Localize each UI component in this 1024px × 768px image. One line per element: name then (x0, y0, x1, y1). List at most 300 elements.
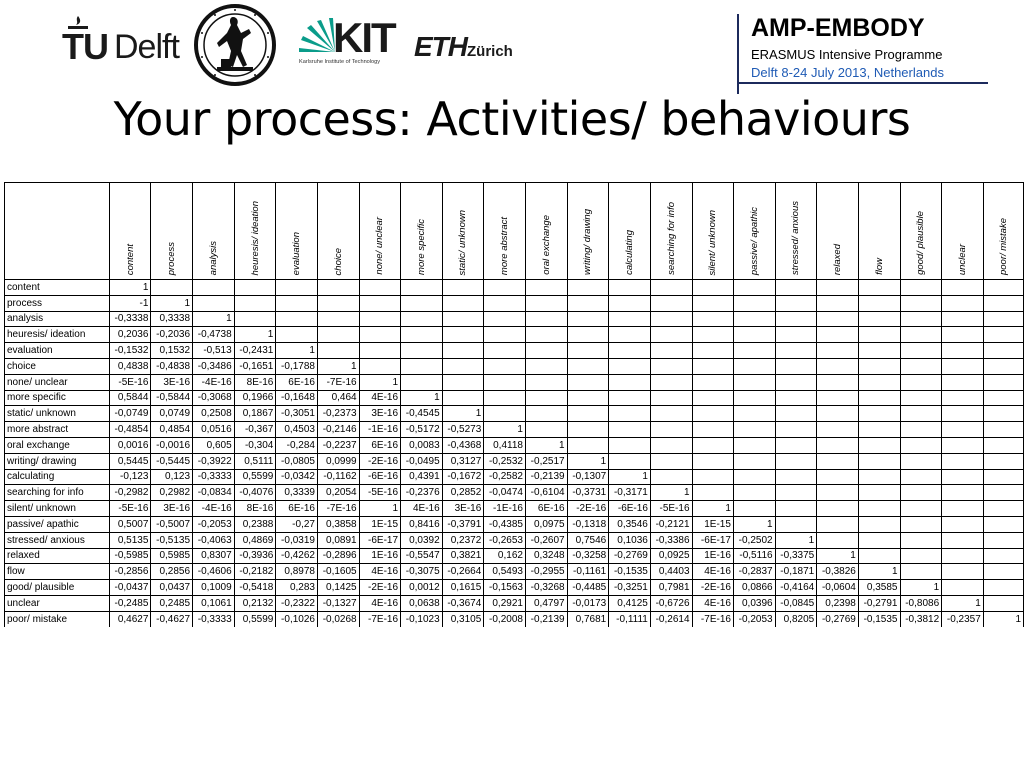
program-subtitle: ERASMUS Intensive Programme (751, 47, 943, 62)
correlation-cell (609, 343, 651, 359)
column-header (733, 183, 775, 280)
correlation-cell: 0,2485 (151, 595, 193, 611)
correlation-cell: 0,0083 (401, 437, 443, 453)
correlation-cell (650, 295, 692, 311)
correlation-cell: 1E-16 (359, 548, 400, 564)
correlation-cell: -0,3826 (817, 564, 859, 580)
correlation-cell (650, 406, 692, 422)
row-label: none/ unclear (5, 374, 110, 390)
correlation-cell (817, 295, 859, 311)
column-header-label: unclear (956, 243, 968, 275)
correlation-cell (276, 280, 318, 296)
correlation-cell (983, 343, 1023, 359)
correlation-cell (817, 280, 859, 296)
correlation-cell (151, 280, 193, 296)
correlation-cell: 6E-16 (525, 501, 567, 517)
correlation-cell: 0,3105 (442, 611, 484, 627)
correlation-cell (817, 358, 859, 374)
correlation-cell: 0,2508 (193, 406, 235, 422)
row-label: more specific (5, 390, 110, 406)
correlation-cell: 1 (650, 485, 692, 501)
correlation-cell (733, 453, 775, 469)
correlation-cell: 1 (359, 501, 400, 517)
correlation-cell: -0,4606 (193, 564, 235, 580)
correlation-cell (234, 311, 276, 327)
correlation-cell (692, 485, 733, 501)
column-header-label: passive/ apathic (748, 206, 760, 275)
correlation-cell: 3E-16 (442, 501, 484, 517)
column-header-label: silent/ unknown (707, 209, 719, 275)
correlation-cell: -0,2182 (234, 564, 276, 580)
correlation-cell: 0,3546 (609, 516, 651, 532)
correlation-cell: -0,4164 (775, 580, 817, 596)
correlation-cell (775, 469, 817, 485)
correlation-cell (484, 311, 526, 327)
row-label: silent/ unknown (5, 501, 110, 517)
correlation-cell (983, 453, 1023, 469)
correlation-cell (983, 501, 1023, 517)
correlation-cell (775, 295, 817, 311)
correlation-cell: 0,162 (484, 548, 526, 564)
correlation-cell (359, 295, 400, 311)
correlation-cell (276, 327, 318, 343)
correlation-cell (234, 280, 276, 296)
correlation-cell: -0,1318 (567, 516, 609, 532)
correlation-cell: 1 (442, 406, 484, 422)
correlation-cell (733, 311, 775, 327)
correlation-cell: -0,0474 (484, 485, 526, 501)
tudelft-logo-delft: Delft (114, 28, 179, 66)
correlation-cell (484, 295, 526, 311)
correlation-cell (609, 358, 651, 374)
correlation-cell: -7E-16 (692, 611, 733, 627)
correlation-cell: 1 (151, 295, 193, 311)
correlation-cell (733, 437, 775, 453)
correlation-cell (442, 390, 484, 406)
correlation-cell (983, 564, 1023, 580)
correlation-cell: -0,1648 (276, 390, 318, 406)
correlation-cell (692, 406, 733, 422)
correlation-cell: 0,2036 (109, 327, 151, 343)
correlation-cell (858, 485, 900, 501)
correlation-cell: -0,5135 (151, 532, 193, 548)
correlation-cell: 0,5844 (109, 390, 151, 406)
correlation-cell: 1 (609, 469, 651, 485)
correlation-cell: 0,2054 (317, 485, 359, 501)
correlation-cell: 1 (733, 516, 775, 532)
correlation-cell (733, 501, 775, 517)
correlation-cell (900, 564, 942, 580)
correlation-cell (733, 295, 775, 311)
correlation-cell (817, 516, 859, 532)
correlation-cell: 0,7546 (567, 532, 609, 548)
correlation-cell (900, 358, 942, 374)
correlation-cell (525, 343, 567, 359)
correlation-cell: -0,5007 (151, 516, 193, 532)
correlation-cell: -0,1026 (276, 611, 318, 627)
correlation-cell: 0,5445 (109, 453, 151, 469)
correlation-cell: -0,3333 (193, 469, 235, 485)
correlation-cell: -0,0845 (775, 595, 817, 611)
correlation-cell (650, 453, 692, 469)
column-header (151, 183, 193, 280)
correlation-cell: 0,4503 (276, 422, 318, 438)
correlation-cell: -0,0749 (109, 406, 151, 422)
correlation-cell (567, 295, 609, 311)
correlation-cell: -0,3268 (525, 580, 567, 596)
column-header-label: none/ unclear (374, 217, 386, 275)
correlation-cell (525, 422, 567, 438)
correlation-cell (775, 516, 817, 532)
correlation-cell (942, 406, 984, 422)
correlation-cell: 4E-16 (359, 595, 400, 611)
correlation-cell: -0,27 (276, 516, 318, 532)
correlation-cell (983, 532, 1023, 548)
correlation-cell: 0,1532 (151, 343, 193, 359)
column-header (484, 183, 526, 280)
row-label: more abstract (5, 422, 110, 438)
correlation-cell: 0,0016 (109, 437, 151, 453)
correlation-cell (401, 374, 443, 390)
correlation-cell (983, 390, 1023, 406)
program-date: Delft 8-24 July 2013, Netherlands (751, 65, 944, 80)
correlation-cell: -0,0604 (817, 580, 859, 596)
correlation-cell: -0,5116 (733, 548, 775, 564)
correlation-cell (442, 280, 484, 296)
correlation-cell: -5E-16 (650, 501, 692, 517)
column-header (317, 183, 359, 280)
correlation-cell: 6E-16 (276, 501, 318, 517)
correlation-cell (692, 469, 733, 485)
correlation-cell: 0,2132 (234, 595, 276, 611)
correlation-cell (817, 501, 859, 517)
correlation-cell: -0,5445 (151, 453, 193, 469)
correlation-cell: 0,0866 (733, 580, 775, 596)
correlation-cell: 3E-16 (151, 374, 193, 390)
correlation-cell: -0,6726 (650, 595, 692, 611)
correlation-cell: 0,123 (151, 469, 193, 485)
correlation-cell (900, 311, 942, 327)
correlation-cell (983, 580, 1023, 596)
correlation-cell: -0,5273 (442, 422, 484, 438)
table-row (5, 548, 1024, 564)
column-header (650, 183, 692, 280)
correlation-cell (442, 327, 484, 343)
correlation-cell: -6E-16 (609, 501, 651, 517)
table-row (5, 469, 1024, 485)
correlation-cell: 1 (359, 374, 400, 390)
correlation-cell: 0,0975 (525, 516, 567, 532)
correlation-cell (817, 390, 859, 406)
correlation-cell (983, 516, 1023, 532)
correlation-cell (775, 406, 817, 422)
correlation-cell: -0,513 (193, 343, 235, 359)
correlation-cell: -0,2139 (525, 611, 567, 627)
correlation-cell (858, 469, 900, 485)
table-row (5, 280, 1024, 296)
correlation-cell: -0,3922 (193, 453, 235, 469)
correlation-cell: 0,3338 (151, 311, 193, 327)
correlation-cell: -0,1651 (234, 358, 276, 374)
correlation-cell: 0,1061 (193, 595, 235, 611)
correlation-cell: 1E-15 (359, 516, 400, 532)
correlation-cell (775, 327, 817, 343)
correlation-cell (900, 422, 942, 438)
correlation-cell: 6E-16 (276, 374, 318, 390)
correlation-cell: -5E-16 (109, 501, 151, 517)
correlation-cell: -0,0342 (276, 469, 318, 485)
column-header-label: process (166, 241, 178, 275)
correlation-cell: -0,284 (276, 437, 318, 453)
kit-logo-subtitle: Karlsruhe Institute of Technology (299, 59, 381, 65)
column-header (567, 183, 609, 280)
correlation-cell: -0,1161 (567, 564, 609, 580)
correlation-cell: 1E-15 (692, 516, 733, 532)
row-label: process (5, 295, 110, 311)
correlation-cell (234, 295, 276, 311)
column-header-label: heuresis/ ideation (249, 200, 261, 275)
correlation-cell (942, 327, 984, 343)
correlation-cell: -0,3258 (567, 548, 609, 564)
column-header (858, 183, 900, 280)
correlation-cell (817, 422, 859, 438)
correlation-cell (692, 390, 733, 406)
correlation-cell (733, 390, 775, 406)
correlation-cell (733, 374, 775, 390)
correlation-cell: -0,4385 (484, 516, 526, 532)
correlation-cell: -7E-16 (317, 501, 359, 517)
correlation-cell (775, 501, 817, 517)
correlation-cell (650, 358, 692, 374)
correlation-cell (359, 327, 400, 343)
correlation-cell: 0,1425 (317, 580, 359, 596)
correlation-cell (817, 469, 859, 485)
correlation-cell: 0,0999 (317, 453, 359, 469)
column-header-label: calculating (624, 230, 636, 275)
correlation-cell: -0,3791 (442, 516, 484, 532)
kit-logo-word: KIT (333, 14, 395, 61)
correlation-cell: -0,123 (109, 469, 151, 485)
column-header (983, 183, 1023, 280)
correlation-cell (276, 295, 318, 311)
correlation-cell (817, 343, 859, 359)
correlation-cell: -2E-16 (359, 453, 400, 469)
correlation-cell: 1 (276, 343, 318, 359)
correlation-cell: -0,2431 (234, 343, 276, 359)
correlation-cell (942, 390, 984, 406)
correlation-cell: -0,2837 (733, 564, 775, 580)
table-row (5, 343, 1024, 359)
correlation-cell (609, 374, 651, 390)
column-header (775, 183, 817, 280)
correlation-cell: 0,4125 (609, 595, 651, 611)
ntua-seal-logo (193, 3, 277, 87)
correlation-cell (983, 595, 1023, 611)
correlation-cell (858, 295, 900, 311)
correlation-cell: -0,2955 (525, 564, 567, 580)
correlation-cell (900, 390, 942, 406)
correlation-cell: 0,3127 (442, 453, 484, 469)
correlation-cell: 0,1867 (234, 406, 276, 422)
correlation-cell: 0,0516 (193, 422, 235, 438)
correlation-cell: -0,2653 (484, 532, 526, 548)
correlation-cell (650, 469, 692, 485)
correlation-cell (900, 501, 942, 517)
correlation-cell (900, 406, 942, 422)
correlation-cell (942, 437, 984, 453)
correlation-cell (692, 311, 733, 327)
table-row (5, 516, 1024, 532)
table-row (5, 327, 1024, 343)
correlation-cell (983, 327, 1023, 343)
correlation-cell (983, 485, 1023, 501)
table-corner-cell (5, 183, 110, 280)
correlation-cell: -0,1327 (317, 595, 359, 611)
correlation-cell: 0,5599 (234, 611, 276, 627)
correlation-cell (317, 311, 359, 327)
correlation-cell: 0,1009 (193, 580, 235, 596)
correlation-cell (900, 548, 942, 564)
row-label: static/ unknown (5, 406, 110, 422)
correlation-cell (692, 280, 733, 296)
correlation-cell: -6E-17 (692, 532, 733, 548)
correlation-cell (525, 280, 567, 296)
table-row (5, 437, 1024, 453)
correlation-cell (484, 343, 526, 359)
correlation-cell (775, 280, 817, 296)
column-header (234, 183, 276, 280)
correlation-cell: 1 (317, 358, 359, 374)
correlation-cell (858, 516, 900, 532)
correlation-cell: -0,3375 (775, 548, 817, 564)
correlation-cell (775, 422, 817, 438)
correlation-cell (484, 280, 526, 296)
correlation-cell (942, 548, 984, 564)
correlation-cell (775, 311, 817, 327)
correlation-cell: 1 (525, 437, 567, 453)
correlation-cell: -0,0805 (276, 453, 318, 469)
correlation-cell: -0,3936 (234, 548, 276, 564)
correlation-cell: 4E-16 (692, 564, 733, 580)
correlation-cell: 6E-16 (359, 437, 400, 453)
correlation-cell (858, 501, 900, 517)
correlation-cell (525, 374, 567, 390)
correlation-cell: 0,2388 (234, 516, 276, 532)
correlation-cell (442, 343, 484, 359)
correlation-cell: -0,367 (234, 422, 276, 438)
correlation-cell (484, 374, 526, 390)
correlation-cell (858, 343, 900, 359)
slide-title: Your process: Activities/ behaviours (113, 92, 911, 146)
correlation-cell (401, 343, 443, 359)
correlation-cell (692, 437, 733, 453)
correlation-cell: -0,3486 (193, 358, 235, 374)
column-header-label: relaxed (832, 243, 844, 275)
correlation-cell: -0,2791 (858, 595, 900, 611)
column-header (109, 183, 151, 280)
row-label: unclear (5, 595, 110, 611)
correlation-cell (900, 295, 942, 311)
row-label: calculating (5, 469, 110, 485)
correlation-cell: 0,5599 (234, 469, 276, 485)
correlation-cell (942, 580, 984, 596)
correlation-cell (692, 374, 733, 390)
correlation-cell: -2E-16 (359, 580, 400, 596)
column-header-label: choice (332, 247, 344, 275)
correlation-cell: 8E-16 (234, 374, 276, 390)
correlation-cell: 0,2856 (151, 564, 193, 580)
correlation-cell (817, 406, 859, 422)
correlation-cell (858, 327, 900, 343)
correlation-cell (525, 295, 567, 311)
correlation-cell: -0,3075 (401, 564, 443, 580)
correlation-cell: 0,4869 (234, 532, 276, 548)
table-row (5, 564, 1024, 580)
correlation-cell: -0,2008 (484, 611, 526, 627)
column-header-label: oral exchange (540, 215, 552, 275)
correlation-cell: -0,5547 (401, 548, 443, 564)
correlation-cell: -0,0016 (151, 437, 193, 453)
column-header-label: more specific (415, 219, 427, 275)
correlation-cell (733, 469, 775, 485)
correlation-cell (609, 437, 651, 453)
table-row (5, 311, 1024, 327)
correlation-cell (401, 311, 443, 327)
table-row (5, 580, 1024, 596)
column-header (817, 183, 859, 280)
correlation-cell: 4E-16 (692, 595, 733, 611)
correlation-cell: 0,0012 (401, 580, 443, 596)
correlation-cell (900, 485, 942, 501)
correlation-cell: -6E-16 (359, 469, 400, 485)
correlation-cell (983, 295, 1023, 311)
correlation-cell (442, 311, 484, 327)
correlation-cell: -0,0319 (276, 532, 318, 548)
correlation-cell (858, 548, 900, 564)
correlation-cell: -0,2856 (109, 564, 151, 580)
column-header-label: flow (873, 258, 885, 275)
correlation-cell (858, 406, 900, 422)
correlation-cell (900, 437, 942, 453)
correlation-cell: 0,2921 (484, 595, 526, 611)
row-label: writing/ drawing (5, 453, 110, 469)
correlation-cell: -0,1532 (109, 343, 151, 359)
correlation-cell: -0,5844 (151, 390, 193, 406)
correlation-cell (817, 311, 859, 327)
column-header (900, 183, 942, 280)
correlation-cell (942, 501, 984, 517)
correlation-cell: -0,1162 (317, 469, 359, 485)
correlation-cell (650, 280, 692, 296)
correlation-cell: 0,5135 (109, 532, 151, 548)
correlation-cell (276, 311, 318, 327)
row-label: content (5, 280, 110, 296)
correlation-cell (567, 311, 609, 327)
correlation-cell: -0,0437 (109, 580, 151, 596)
row-label: passive/ apathic (5, 516, 110, 532)
correlation-cell: -0,1111 (609, 611, 651, 627)
correlation-cell: 0,4854 (151, 422, 193, 438)
correlation-cell: -0,3333 (193, 611, 235, 627)
correlation-cell (650, 422, 692, 438)
correlation-cell: -0,2121 (650, 516, 692, 532)
correlation-cell: 1 (817, 548, 859, 564)
correlation-cell (775, 485, 817, 501)
column-header-label: evaluation (291, 231, 303, 275)
correlation-cell (525, 390, 567, 406)
table-row (5, 406, 1024, 422)
correlation-cell: 0,5007 (109, 516, 151, 532)
